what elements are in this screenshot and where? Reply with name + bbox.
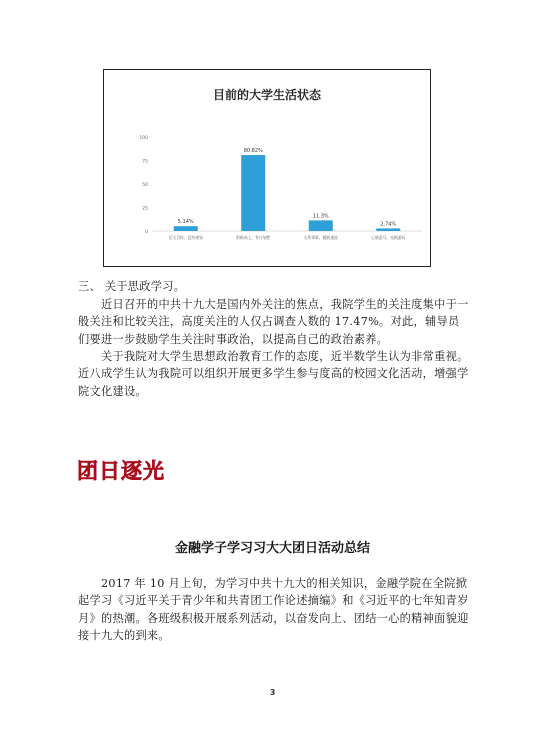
x-tick-label: 积极向上，有计划性 bbox=[236, 235, 271, 240]
bar bbox=[241, 155, 265, 231]
page-number: 3 bbox=[269, 688, 276, 697]
bar-chart bbox=[103, 69, 431, 267]
article-title: 金融学子学习习大大团日活动总结 bbox=[174, 541, 370, 556]
data-label: 5.14% bbox=[177, 219, 194, 226]
chart-title: 目前的大学生活状态 bbox=[212, 88, 321, 102]
y-tick-label: 100 bbox=[139, 136, 148, 141]
y-tick-label: 0 bbox=[145, 230, 148, 235]
data-label: 80.82% bbox=[243, 148, 263, 155]
bar bbox=[309, 220, 333, 231]
bar bbox=[174, 226, 198, 231]
data-label: 11.3% bbox=[312, 213, 329, 220]
x-tick-label: 茫无目标，没有规划 bbox=[168, 235, 203, 240]
section-banner: 团日逐光 bbox=[77, 459, 165, 483]
y-tick-label: 50 bbox=[142, 183, 148, 188]
y-tick-label: 75 bbox=[142, 159, 148, 165]
x-tick-label: 心猿意马，光顾游玩 bbox=[371, 235, 406, 240]
paragraph-education-attitude: 关于我院对大学生思想政治教育工作的态度，近半数学生认为非常重视。近八成学生认为我院可以组织开展更多学生参与度高的校园文化活动，增强学院文化建设。 bbox=[78, 350, 469, 398]
paragraph-politics-attention: 近日召开的中共十九大是国内外关注的焦点，我院学生的关注度集中于一般关注和比较关注，高度关注的人仅占调查人数的 17.47%。对此，辅导员们要进一步鼓励学生关注时事政治，以提高自己的政治素养。 bbox=[78, 298, 469, 346]
x-tick-label: 无所事事，随波逐流 bbox=[303, 235, 338, 240]
bar bbox=[376, 228, 400, 231]
article-paragraph: 2017 年 10 月上旬，为学习中共十九大的相关知识，金融学院在全院掀起学习《习近平关于青少年和共青团工作论述摘编》和《习近平的七年知青岁月》的热潮。各班级积极开展系列活动，以奋发向上、团结一心的精神面貌迎接十九大的到来。 bbox=[78, 577, 469, 643]
chart-svg bbox=[104, 70, 432, 268]
section-heading: 三、 关于思政学习。 bbox=[78, 280, 186, 293]
data-label: 2.74% bbox=[380, 221, 397, 228]
y-tick-label: 25 bbox=[142, 206, 148, 212]
